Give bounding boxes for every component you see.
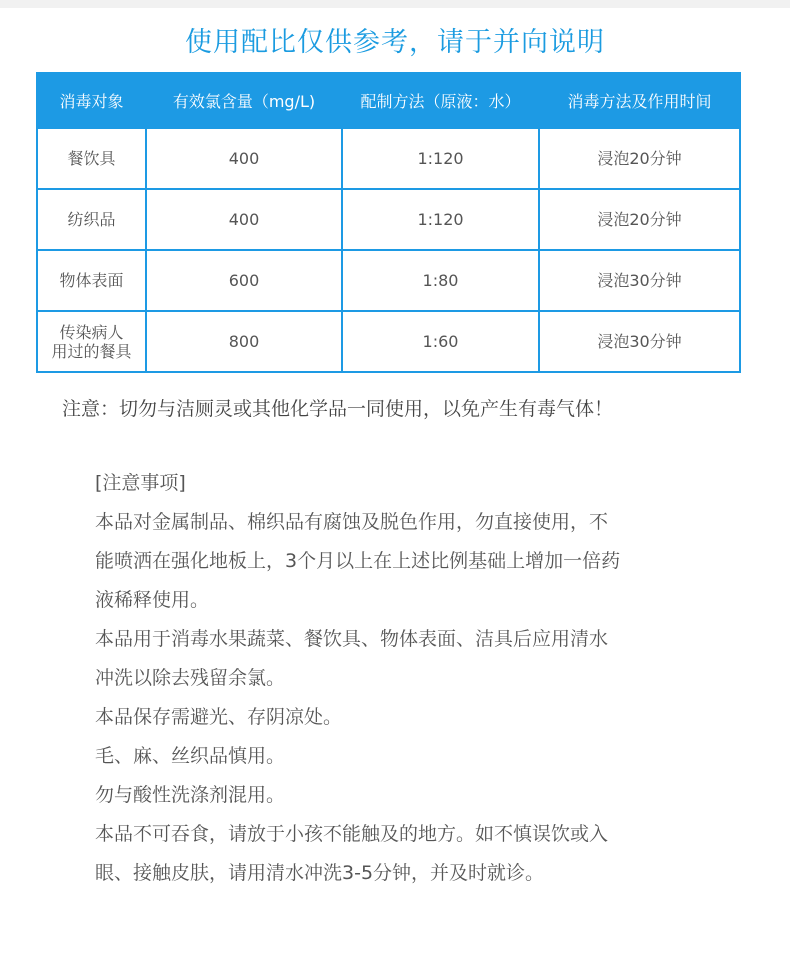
header-chlorine: 有效氯含量（mg/L)	[146, 73, 342, 128]
header-target: 消毒对象	[37, 73, 146, 128]
page-title: 使用配比仅供参考，请于并向说明	[185, 27, 605, 58]
precaution-line: 勿与酸性洗涤剂混用。	[95, 784, 286, 806]
cell-target: 传染病人 用过的餐具	[37, 311, 146, 372]
table-row	[37, 128, 740, 189]
header-method: 消毒方法及作用时间	[539, 73, 740, 128]
precaution-line: 毛、麻、丝织品慎用。	[95, 745, 286, 767]
cell-ratio: 1:60	[342, 311, 539, 372]
precaution-line: 本品对金属制品、棉织品有腐蚀及脱色作用，勿直接使用，不	[95, 511, 609, 533]
precautions-section	[95, 464, 735, 893]
cell-chlorine: 800	[146, 311, 342, 372]
cell-chlorine: 600	[146, 250, 342, 311]
cell-chlorine: 400	[146, 128, 342, 189]
header-ratio: 配制方法（原液：水）	[342, 73, 539, 128]
top-divider-strip	[0, 0, 790, 8]
cell-chlorine: 400	[146, 189, 342, 250]
warning-note: 注意：切勿与洁厕灵或其他化学品一同使用，以免产生有毒气体！	[62, 398, 614, 420]
precaution-line: 本品保存需避光、存阴凉处。	[95, 706, 343, 728]
cell-ratio: 1:80	[342, 250, 539, 311]
precautions-heading: [注意事项]	[95, 472, 186, 494]
table-row	[37, 250, 740, 311]
cell-method: 浸泡30分钟	[539, 250, 740, 311]
precaution-line: 本品不可吞食，请放于小孩不能触及的地方。如不慎误饮或入	[95, 823, 609, 845]
precaution-line: 能喷洒在强化地板上，3个月以上在上述比例基础上增加一倍药	[95, 550, 621, 572]
precaution-line: 液稀释使用。	[95, 589, 210, 611]
cell-target: 餐饮具	[37, 128, 146, 189]
dilution-table	[36, 72, 741, 373]
precaution-line: 眼、接触皮肤，请用清水冲洗3-5分钟，并及时就诊。	[95, 862, 545, 884]
cell-ratio: 1:120	[342, 189, 539, 250]
cell-method: 浸泡30分钟	[539, 311, 740, 372]
precaution-line: 本品用于消毒水果蔬菜、餐饮具、物体表面、洁具后应用清水	[95, 628, 609, 650]
table-row	[37, 189, 740, 250]
table-header-row	[37, 73, 740, 128]
cell-target: 纺织品	[37, 189, 146, 250]
precaution-line: 冲洗以除去残留余氯。	[95, 667, 286, 689]
cell-ratio: 1:120	[342, 128, 539, 189]
cell-method: 浸泡20分钟	[539, 128, 740, 189]
cell-target: 物体表面	[37, 250, 146, 311]
cell-method: 浸泡20分钟	[539, 189, 740, 250]
table-row	[37, 311, 740, 372]
